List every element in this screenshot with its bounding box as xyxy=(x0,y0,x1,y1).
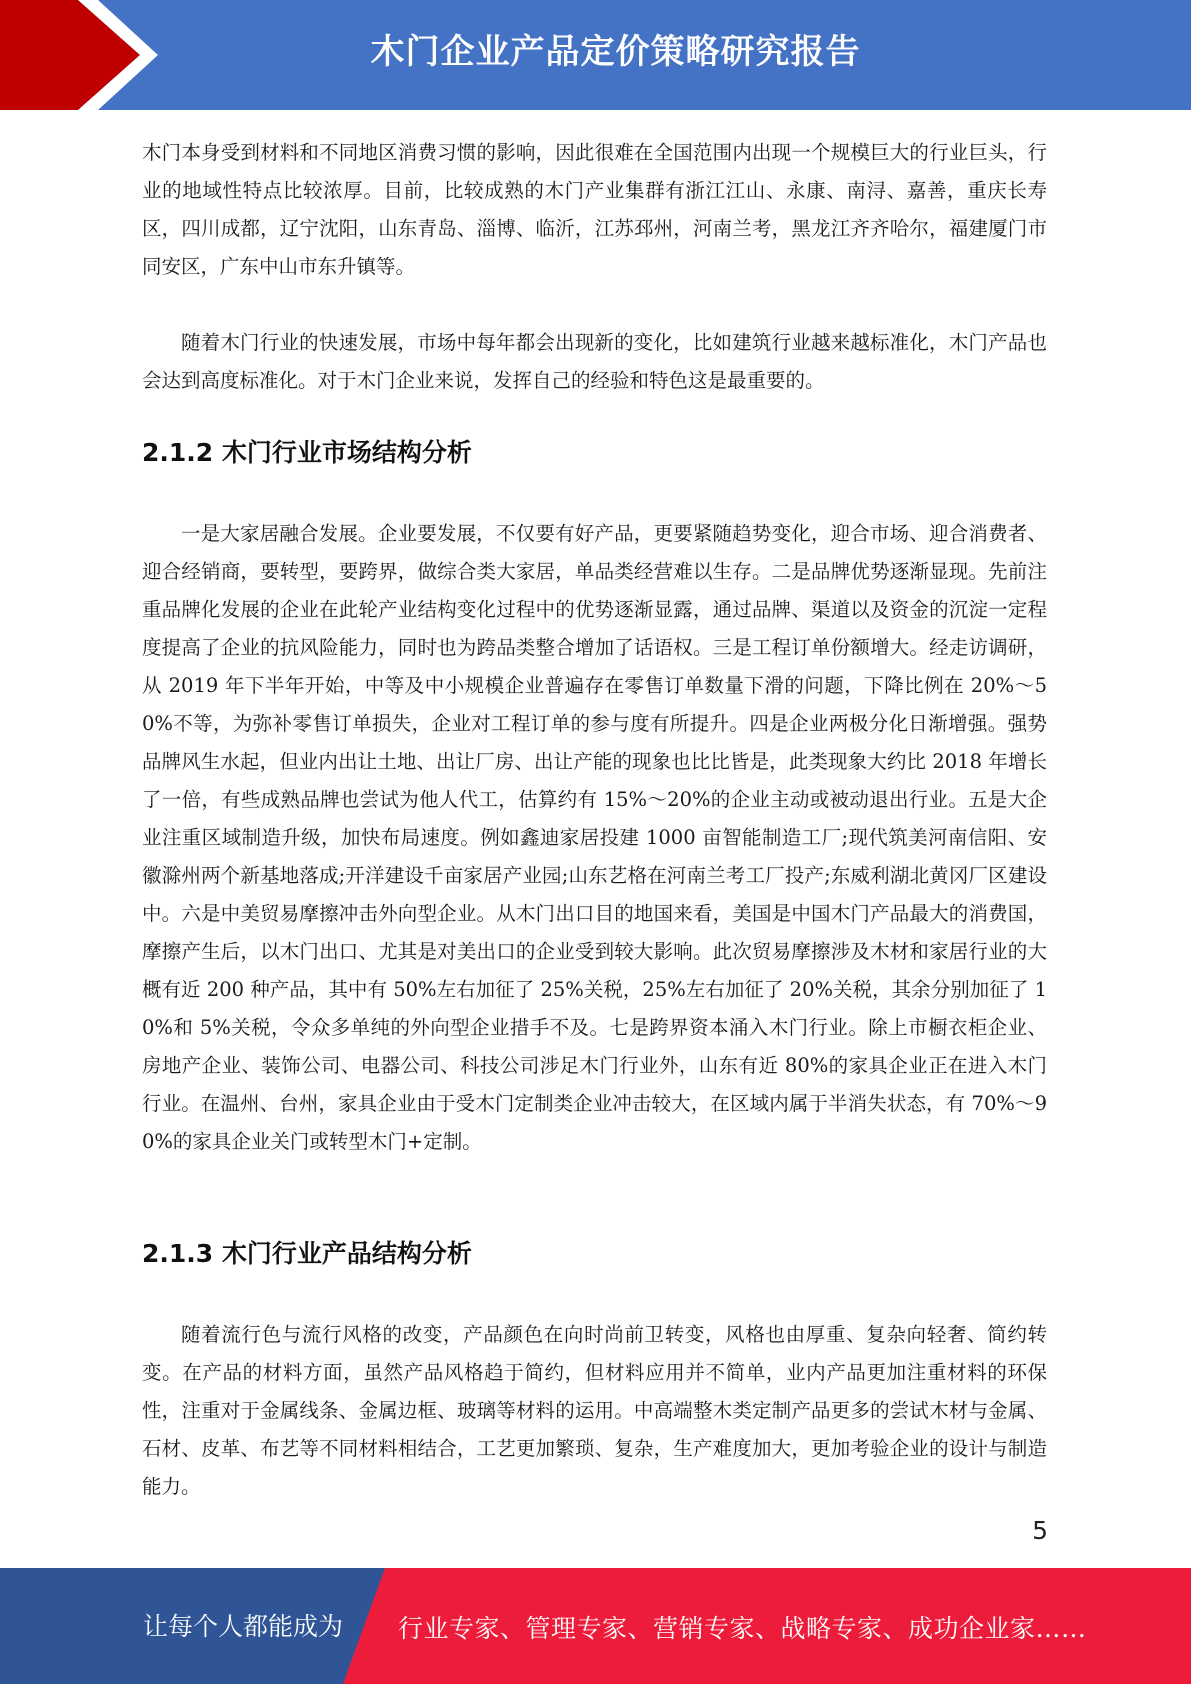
body-paragraph: 随着流行色与流行风格的改变，产品颜色在向时尚前卫转变，风格也由厚重、复杂向轻奢、简约转变。在产品的材料方面，虽然产品风格趋于简约，但材料应用并不简单，业内产品更加注重材料的环保性，注重对于金属线条、金属边框、玻璃等材料的运用。中高端整木类定制产品更多的尝试木材与金属、石材、皮革、布艺等不同材料相结合，工艺更加繁琐、复杂，生产难度加大，更加考验企业的设计与制造能力。 xyxy=(142,1323,1047,1498)
section-heading-product-structure: 2.1.3 木门行业产品结构分析 xyxy=(142,1239,472,1268)
body-paragraph: 一是大家居融合发展。企业要发展，不仅要有好产品，更要紧随趋势变化，迎合市场、迎合消费者、迎合经销商，要转型，要跨界，做综合类大家居，单品类经营难以生存。二是品牌优势逐渐显现。先前注重品牌化发展的企业在此轮产业结构变化过程中的优势逐渐显露，通过品牌、渠道以及资金的沉淀一定程度提高了企业的抗风险能力，同时也为跨品类整合增加了话语权。三是工程订单份额增大。经走访调研，从 2019 年下半年开始，中等及中小规模企业普遍存在零售订单数量下滑的问题，下降比例在 20%～50%不等，为弥补零售订单损失，企业对工程订单的参与度有所提升。四是企业两极分化日渐增强。强势品牌风生水起，但业内出让土地、出让厂房、出让产能的现象也比比皆是，此类现象大约比 2018 年增长了一倍，有些成熟品牌也尝试为他人代工，估算约有 15%～20%的企业主动或被动退出行业。五是大企业注重区域制造升级，加快布局速度。例如鑫迪家居投建 1000 亩智能制造工厂;现代筑美河南信阳、安徽滁州两个新基地落成;开洋建设千亩家居产业园;山东艺格在河南兰考工厂投产;东威利湖北黄冈厂区建设中。六是中美贸易摩擦冲击外向型企业。从木门出口目的地国来看，美国是中国木门产品最大的消费国，摩擦产生后，以木门出口、尤其是对美出口的企业受到较大影响。此次贸易摩擦涉及木材和家居行业的大概有近 200 种产品，其中有 50%左右加征了 25%关税，25%左右加征了 20%关税，其余分别加征了 10%和 5%关税，令众多单纯的外向型企业措手不及。七是跨界资本涌入木门行业。除上市橱衣柜企业、房地产企业、装饰公司、电器公司、科技公司涉足木门行业外，山东有近 80%的家具企业正在进入木门行业。在温州、台州，家具企业由于受木门定制类企业冲击较大，在区域内属于半消失状态，有 70%～90%的家具企业关门或转型木门+定制。 xyxy=(142,522,1047,1153)
page-number: 5 xyxy=(1032,1516,1048,1545)
document-title: 木门企业产品定价策略研究报告 xyxy=(370,32,861,72)
footer-slogan-left: 让每个人都能成为 xyxy=(143,1612,344,1641)
paragraph-standardization xyxy=(142,324,1047,400)
body-paragraph: 随着木门行业的快速发展，市场中每年都会出现新的变化，比如建筑行业越来越标准化，木门产品也会达到高度标准化。对于木门企业来说，发挥自己的经验和特色这是最重要的。 xyxy=(142,331,1047,392)
paragraph-industry-clusters xyxy=(142,134,1047,286)
paragraph-market-structure xyxy=(142,515,1047,1161)
body-paragraph: 木门本身受到材料和不同地区消费习惯的影响，因此很难在全国范围内出现一个规模巨大的行业巨头，行业的地域性特点比较浓厚。目前，比较成熟的木门产业集群有浙江江山、永康、南浔、嘉善，重庆长寿区，四川成都，辽宁沈阳，山东青岛、淄博、临沂，江苏邳州，河南兰考，黑龙江齐齐哈尔，福建厦门市同安区，广东中山市东升镇等。 xyxy=(142,141,1047,278)
footer-banner xyxy=(0,1568,1191,1684)
section-heading-market-structure: 2.1.2 木门行业市场结构分析 xyxy=(142,438,472,467)
footer-slogan-right: 行业专家、管理专家、营销专家、战略专家、成功企业家…… xyxy=(398,1614,1087,1643)
paragraph-product-structure xyxy=(142,1316,1047,1506)
header-banner xyxy=(0,0,1191,110)
